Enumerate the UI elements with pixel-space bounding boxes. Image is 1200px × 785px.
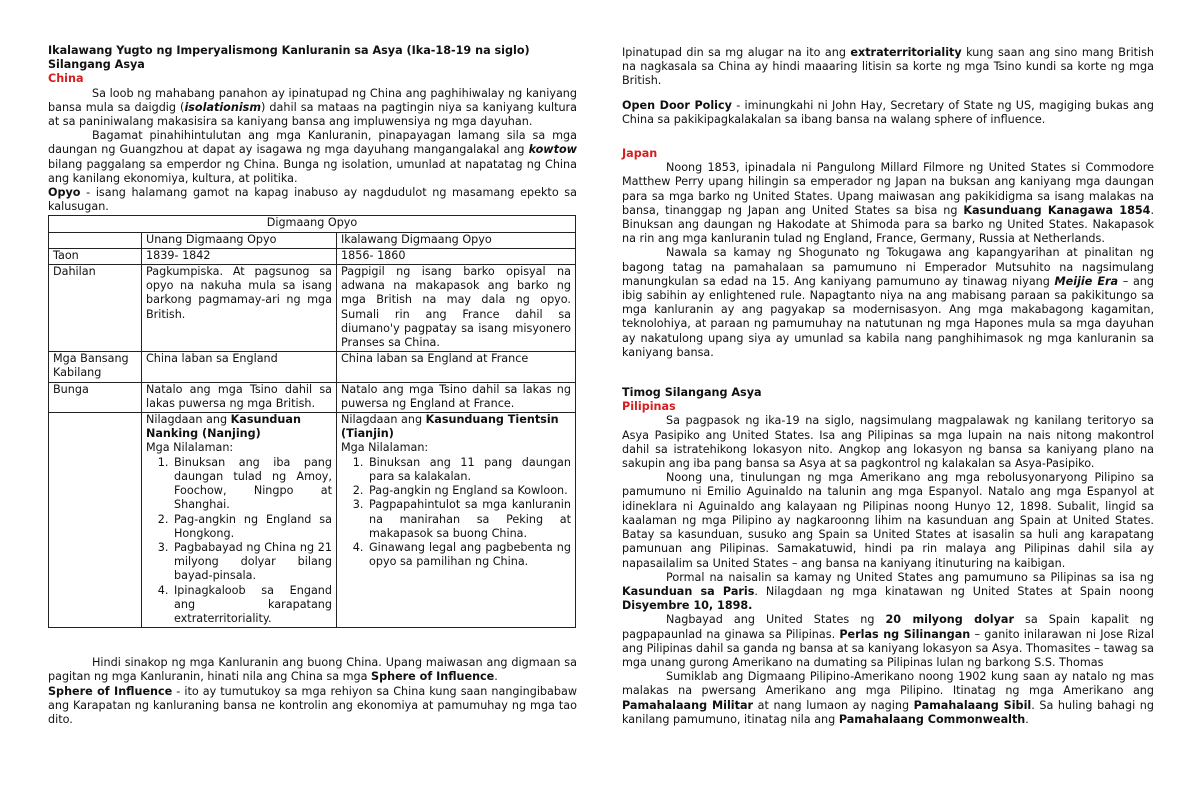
row-label-dahilan: Dahilan: [49, 265, 142, 352]
list-item: 1. Binuksan ang iba pang daungan tulad ng Amoy, Foochow, Ningpo at Shanghai.: [172, 456, 332, 513]
row-label-bansa: Mga Bansang Kabilang: [49, 352, 142, 382]
document-title: Ikalawang Yugto ng Imperyalismong Kanluranin sa Asya (Ika-18-19 na siglo): [48, 44, 530, 57]
open-door-definition: Open Door Policy - iminungkahi ni John Hay, Secretary of State ng US, magiging bukas ang China sa pakikipagkalakalan sa ibang bansa na walang sphere of influence.: [622, 98, 1155, 126]
southeast-asia-heading: Timog Silangang Asya: [622, 386, 762, 400]
table-header-second-war: Ikalawang Digmaang Opyo: [337, 232, 576, 248]
cell-bunga-1: Natalo ang mga Tsino dahil sa lakas puwersa ng mga British.: [142, 382, 337, 412]
pilipinas-paragraph-5: Sumiklab ang Digmaang Pilipino-Amerikano noong 1902 kung saan ay natalo ng mas malakas na pwersang Amerikano ang mga Pilipino. Itinatag ng mga Amerikano ang Pamahalaang Militar at nang lumaon ay naging Pamahalaang Sibil. Sa huling bahagi ng kanilang pamumuno, itinatag nila ang Pamahalaang Commonwealth.: [622, 670, 1154, 726]
treaty-tientsin: Kasunduang Tientsin (Tianjin): [341, 413, 559, 441]
pilipinas-paragraph-3: Pormal na naisalin sa kamay ng United States ang pamumuno sa Pilipinas sa isa ng Kasunduan sa Paris. Nilagdaan ng mga kinatawan ng United States at Spain noong Disyembre 10, 1898.: [622, 570, 1154, 613]
table-header-empty: [49, 232, 142, 248]
list-item: 4. Ginawang legal ang pagbebenta ng opyo sa pamilihan ng China.: [367, 541, 571, 569]
row-label-bunga: Bunga: [49, 382, 142, 412]
list-item: 2. Pag-angkin ng England sa Hongkong.: [172, 513, 332, 541]
opyo-definition: Opyo - isang halamang gamot na kapag inabuso ay nagdudulot ng masamang epekto sa kalusugan.: [48, 186, 577, 214]
japan-heading: Japan: [622, 147, 658, 161]
cell-bunga-2: Natalo ang mga Tsino dahil sa lakas ng puwersa ng England at France.: [337, 382, 576, 412]
opium-war-table: [48, 215, 576, 628]
list-item: 3. Pagpapahintulot sa mga kanluranin na manirahan sa Peking at makapasok sa buong China.: [367, 498, 571, 541]
cell-dahilan-1: Pagkumpiska. At pagsunog sa opyo na nakuha mula sa isang barkong pagmamay-ari ng mga British.: [142, 265, 337, 352]
list-tientsin: [341, 456, 571, 570]
china-heading: China: [48, 72, 84, 86]
pilipinas-heading: Pilipinas: [622, 400, 676, 414]
sphere-definition: Sphere of Influence - ito ay tumutukoy sa mga rehiyon sa China kung saan nangingibabaw ang Karapatan ng kanluraning bansa ne kontrolin ang ekonomiya at pamumuhay ng mga tao dito.: [48, 684, 577, 726]
row-label-taon: Taon: [49, 248, 142, 264]
pilipinas-paragraph-2: Noong una, tinulungan ng mga Amerikano ang mga rebolusyonaryong Pilipino sa pamumuno ni Emilio Aguinaldo na talunin ang mga Espanyol. Natalo ang mga Espanyol at idineklara ni Aguinaldo ang kalayaan ng Pilipinas noong Hunyo 12, 1898. Subalit, lingid sa kaalaman ng mga Pilipino ay nagkaroonng lihim na kasunduan ang Spain at United States. Batay sa kasunduan, susuko ang Spain sa United States at isasalin sa huli ang karapatang pamunuan ang Pilipinas. Samakatuwid, hindi pa rin malaya ang Pilipinas dahil sila ay napasailalim sa United States – ang bansa na kaniyang itinuturing na kaibigan.: [622, 471, 1154, 570]
japan-paragraph-2: Nawala sa kamay ng Shogunato ng Tokugawa ang kapangyarihan at pinalitan ng bagong tatag na pamahalaan sa pamumuno ni Emperador Mutsuhito na nagsimulang manungkulan sa edad na 15. Ang kaniyang pamumuno ay tinawag niyang Meijie Era – ang ibig sabihin ay enlightened rule. Napagtanto niya na ang mabisang paraan sa pakikitungo sa mga kanluranin ay ang pagyakap sa modernisasyon. Ang mga makabagong kagamitan, teknolohiya, at paraan ng pamumuhay na natutunan ng mga Hapones mula sa mga dayuhan ay nakatulong upang siya ay umunlad sa kabila nang panghihimasok ng mga kanluranin sa kaniyang bansa.: [622, 246, 1154, 359]
term-kowtow: kowtow: [528, 143, 577, 157]
right-column: [622, 46, 1154, 727]
row-label-kasunduan: [49, 413, 142, 628]
cell-kasunduan-2: Nilagdaan ang Kasunduang Tientsin (Tianjin) Mga Nilalaman: 1. Binuksan ang 11 pang daungan para sa kalakalan. 2. Pag-angkin ng England sa Kowloon. 3. Pagpapahintulot sa mga kanluranin na manirahan sa Peking at makapasok sa buong China. 4. Ginawang legal ang pagbebenta ng opyo sa pamilihan ng China.: [337, 413, 576, 628]
term-isolationism: isolationism: [184, 100, 261, 114]
extraterritoriality-paragraph: Ipinatupad din sa mg alugar na ito ang extraterritoriality kung saan ang sino mang British na nagkasala sa China ay hindi maaaring litisin sa korte ng mga Tsino kundi sa korte ng mga British.: [622, 46, 1155, 88]
list-item: 2. Pag-angkin ng England sa Kowloon.: [367, 484, 571, 498]
list-nanking: [146, 456, 332, 626]
region-heading: Silangang Asya: [48, 58, 145, 72]
treaty-nanking: Kasunduan Nanking (Nanjing): [146, 413, 301, 441]
pilipinas-paragraph-4: Nagbayad ang United States ng 20 milyong dolyar sa Spain kapalit ng pagpapaunlad na ginawa sa Pilipinas. Perlas ng Silinangan – ganito inilarawan ni Jose Rizal ang Pilipinas dahil sa ganda ng bansa at sa kaniyang lokasyon sa Asya. Thomasites – tawag sa mga unang gurong Amerikano na dumating sa Pilipinas lulan ng barkong S.S. Thomas: [622, 613, 1154, 669]
china-paragraph-3: Hindi sinakop ng mga Kanluranin ang buong China. Upang maiwasan ang digmaan sa pagitan ng mga Kanluranin, hinati nila ang China sa mga Sphere of Influence.: [48, 656, 577, 684]
cell-bansa-1: China laban sa England: [142, 352, 337, 382]
japan-paragraph-1: Noong 1853, ipinadala ni Pangulong Millard Filmore ng United States si Commodore Matthew Perry upang hilingin sa emperador ng Japan na buksan ang kaniyang mga daungan para sa mga barko ng United States. Upang maiwasan ang pakikidigma sa isang malakas na bansa, tinanggap ng Japan ang United States sa bisa ng Kasunduang Kanagawa 1854. Binuksan ang daungan ng Hakodate at Shimoda para sa barko ng United States. Nakapasok na rin ang mga kanluranin tulad ng England, France, Germany, Russia at Netherlands.: [622, 161, 1154, 246]
cell-taon-1: 1839- 1842: [142, 248, 337, 264]
list-item: 4. Ipinagkaloob sa Engand ang karapatang extraterritoriality.: [172, 584, 332, 627]
china-paragraph-1: Sa loob ng mahabang panahon ay ipinatupad ng China ang paghihiwalay ng kaniyang bansa mula sa daigdig (isolationism) dahil sa mataas na pagtingin niya sa kaniyang kultura at sa paniniwalang makasisira sa kaniyang bansa ang impluwensiya ng mga dayuhan.: [48, 86, 577, 129]
china-paragraph-2: Bagamat pinahihintulutan ang mga Kanluranin, pinapayagan lamang sila sa mga daungan ng Guangzhou at dapat ay isagawa ng mga dayuhang mangangalakal ang kowtow bilang paggalang sa emperdor ng China. Bunga ng isolation, umunlad at napatatag ng China ang kanilang ekonomiya, kultura, at politika.: [48, 129, 577, 185]
cell-taon-2: 1856- 1860: [337, 248, 576, 264]
table-caption: Digmaang Opyo: [49, 216, 576, 232]
left-column: [48, 44, 577, 727]
cell-bansa-2: China laban sa England at France: [337, 352, 576, 382]
pilipinas-paragraph-1: Sa pagpasok ng ika-19 na siglo, nagsimulang magpalawak ng kanilang teritoryo sa Asya Pasipiko ang United States. Isa ang Pilipinas sa mga lupain na nais nitong makontrol dahil sa istratehikong lokasyon nito. Angkop ang lokasyon ng bansa sa kaniyang plano na sakupin ang iba pang bansa sa Asya at sa pagkontrol ng kalakalan sa Asya-Pasipiko.: [622, 414, 1154, 471]
cell-kasunduan-1: Nilagdaan ang Kasunduan Nanking (Nanjing) Mga Nilalaman: 1. Binuksan ang iba pang daungan tulad ng Amoy, Foochow, Ningpo at Shanghai. 2. Pag-angkin ng England sa Hongkong. 3. Pagbabayad ng China ng 21 milyong dolyar bilang bayad-pinsala. 4. Ipinagkaloob sa Engand ang karapatang extraterritoriality.: [142, 413, 337, 628]
table-header-first-war: Unang Digmaang Opyo: [142, 232, 337, 248]
cell-dahilan-2: Pagpigil ng isang barko opisyal na adwana na makapasok ang barko ng mga British na may dala ng opyo. Sumali rin ang France dahil sa diumano'y pagpatay sa isang misyonero Pranses sa China.: [337, 265, 576, 352]
list-item: 3. Pagbabayad ng China ng 21 milyong dolyar bilang bayad-pinsala.: [172, 541, 332, 584]
list-item: 1. Binuksan ang 11 pang daungan para sa kalakalan.: [367, 456, 571, 484]
